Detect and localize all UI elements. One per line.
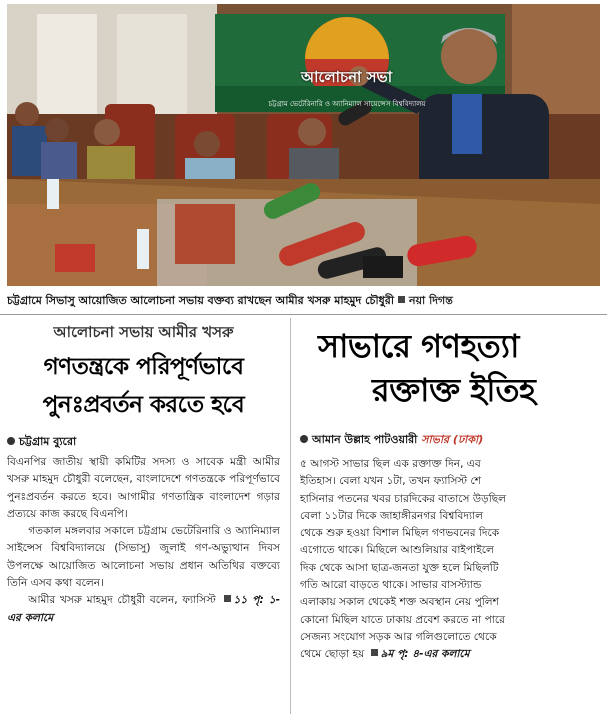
right-line: বেলা ১১টার দিকে জাহাঙ্গীরনগর বিশ্ববিদ্যাল — [300, 509, 483, 522]
left-paragraph-3 — [7, 592, 280, 627]
left-paragraph-1: বিএনপির জাতীয় স্থায়ী কমিটির সদস্য ও সাবেক মন্ত্রী আমীর খসরু মাহমুদ চৌধুরী বলেছেন, বাংলাদেশে গণতন্ত্রকে পরিপূর্ণভাবে পুনঃপ্রবর্তন করতে হবে। আগামীর গণতান্ত্রিক বাংলাদেশ গড়ার প্রত্যয়ে কাজ করছে বিএনপি। — [7, 456, 280, 520]
right-byline-location: সাভার (ঢাকা) — [421, 433, 484, 446]
right-headline-line2[interactable]: রক্তাক্ত ইতিহ — [372, 371, 536, 409]
news-photo — [7, 4, 600, 286]
jump-square-icon — [224, 595, 231, 602]
caption-square-icon — [398, 296, 405, 303]
banner-title: আলোচনা সভা — [300, 68, 393, 86]
bullet-icon — [7, 437, 15, 445]
jump-square-icon — [371, 649, 378, 656]
left-jump-link[interactable]: ১১ পৃ: ১-এর কলামে — [7, 594, 280, 624]
left-byline — [7, 434, 280, 450]
left-byline-text: চট্টগ্রাম ব্যুরো — [19, 435, 77, 448]
right-headline-line1[interactable]: সাভারে গণহত্যা — [318, 327, 519, 365]
right-line: ইতিহাস। বেলা যখন ১টা, তখন ফ্যাসিস্ট শে — [300, 475, 482, 488]
right-line: হাসিনার পতনের খবর চারদিকের বাতাসে উড়ছিল — [300, 492, 507, 505]
right-byline-name: আমান উল্লাহ পাটওয়ারী — [312, 433, 418, 446]
caption-credit: নয়া দিগন্ত — [409, 294, 453, 307]
section-divider — [0, 314, 607, 315]
right-article — [300, 318, 607, 714]
right-byline — [300, 432, 607, 448]
right-line: কোনো মিছিল যাতে ঢাকায় প্রবেশ করতে না পারে — [300, 613, 505, 626]
tissue-box — [55, 244, 95, 272]
right-jump-link[interactable]: ৯ম পৃ: ৪-এর কলামে — [380, 648, 470, 661]
right-line: এগোতে থাকে। মিছিলে আশুলিয়ার বাইপাইলে — [300, 544, 494, 557]
right-line: সেজন্য সংযোগ সড়ক আর গলিগুলোতে থেকে — [300, 630, 497, 643]
photo-caption — [7, 291, 600, 311]
left-headline[interactable] — [7, 348, 280, 424]
right-article-body — [300, 456, 607, 664]
right-last-line-text: থেমে ছোড়া হয় — [300, 648, 365, 661]
left-headline-line1: গণতন্ত্রকে পরিপূর্ণভাবে — [43, 354, 244, 380]
right-line: দিক থেকে আসা ছাত্র-জনতা যুক্ত হলে মিছিলটি — [300, 561, 499, 574]
gift-box — [175, 204, 235, 264]
left-paragraph-3-text: আমীর খসরু মাহমুদ চৌধুরী বলেন, ফ্যাসিস্ট — [28, 594, 216, 607]
banner-footer: চট্টগ্রাম ভেটেরিনারি ও অ্যানিম্যাল সায়েন্সেস বিশ্ববিদ্যালয় — [268, 100, 426, 108]
right-line: এলাকায় সকাল থেকেই শক্ত অবস্থান নেয় পুলিশ — [300, 596, 499, 609]
left-kicker: আলোচনা সভায় আমীর খসরু — [53, 323, 234, 341]
right-line: থেকে শুরু হওয়া বিশাল মিছিল গণভবনের দিকে — [300, 527, 500, 540]
left-headline-line2: পুনঃপ্রবর্তন করতে হবে — [42, 392, 245, 418]
left-article — [7, 318, 280, 714]
bullet-icon — [300, 435, 308, 443]
right-line: গতি আরো বাড়তে থাকে। সাভার বাসস্ট্যান্ড — [300, 579, 482, 592]
photo-scene — [7, 4, 600, 286]
left-article-body — [7, 454, 280, 627]
right-line: ৫ আগস্ট সাভার ছিল এক রক্তাক্ত দিন, এব — [300, 458, 481, 470]
left-paragraph-2: গতকাল মঙ্গলবার সকালে চট্টগ্রাম ভেটেরিনারি ও অ্যানিম্যাল সাইন্সেস বিশ্ববিদ্যালয়ে (সিভাসু) জুলাই গণ-অভ্যুত্থান দিবস উপলক্ষে আয়োজিত আলোচনা সভায় প্রধান অতিথির বক্তব্যে তিনি এসব কথা বলেন। — [7, 525, 280, 590]
caption-text: চট্টগ্রামে সিভাসু আয়োজিত আলোচনা সভায় বক্তব্য রাখছেন আমীর খসরু মাহমুদ চৌধুরী — [7, 294, 394, 307]
right-last-line — [300, 646, 607, 663]
column-divider — [290, 318, 291, 714]
